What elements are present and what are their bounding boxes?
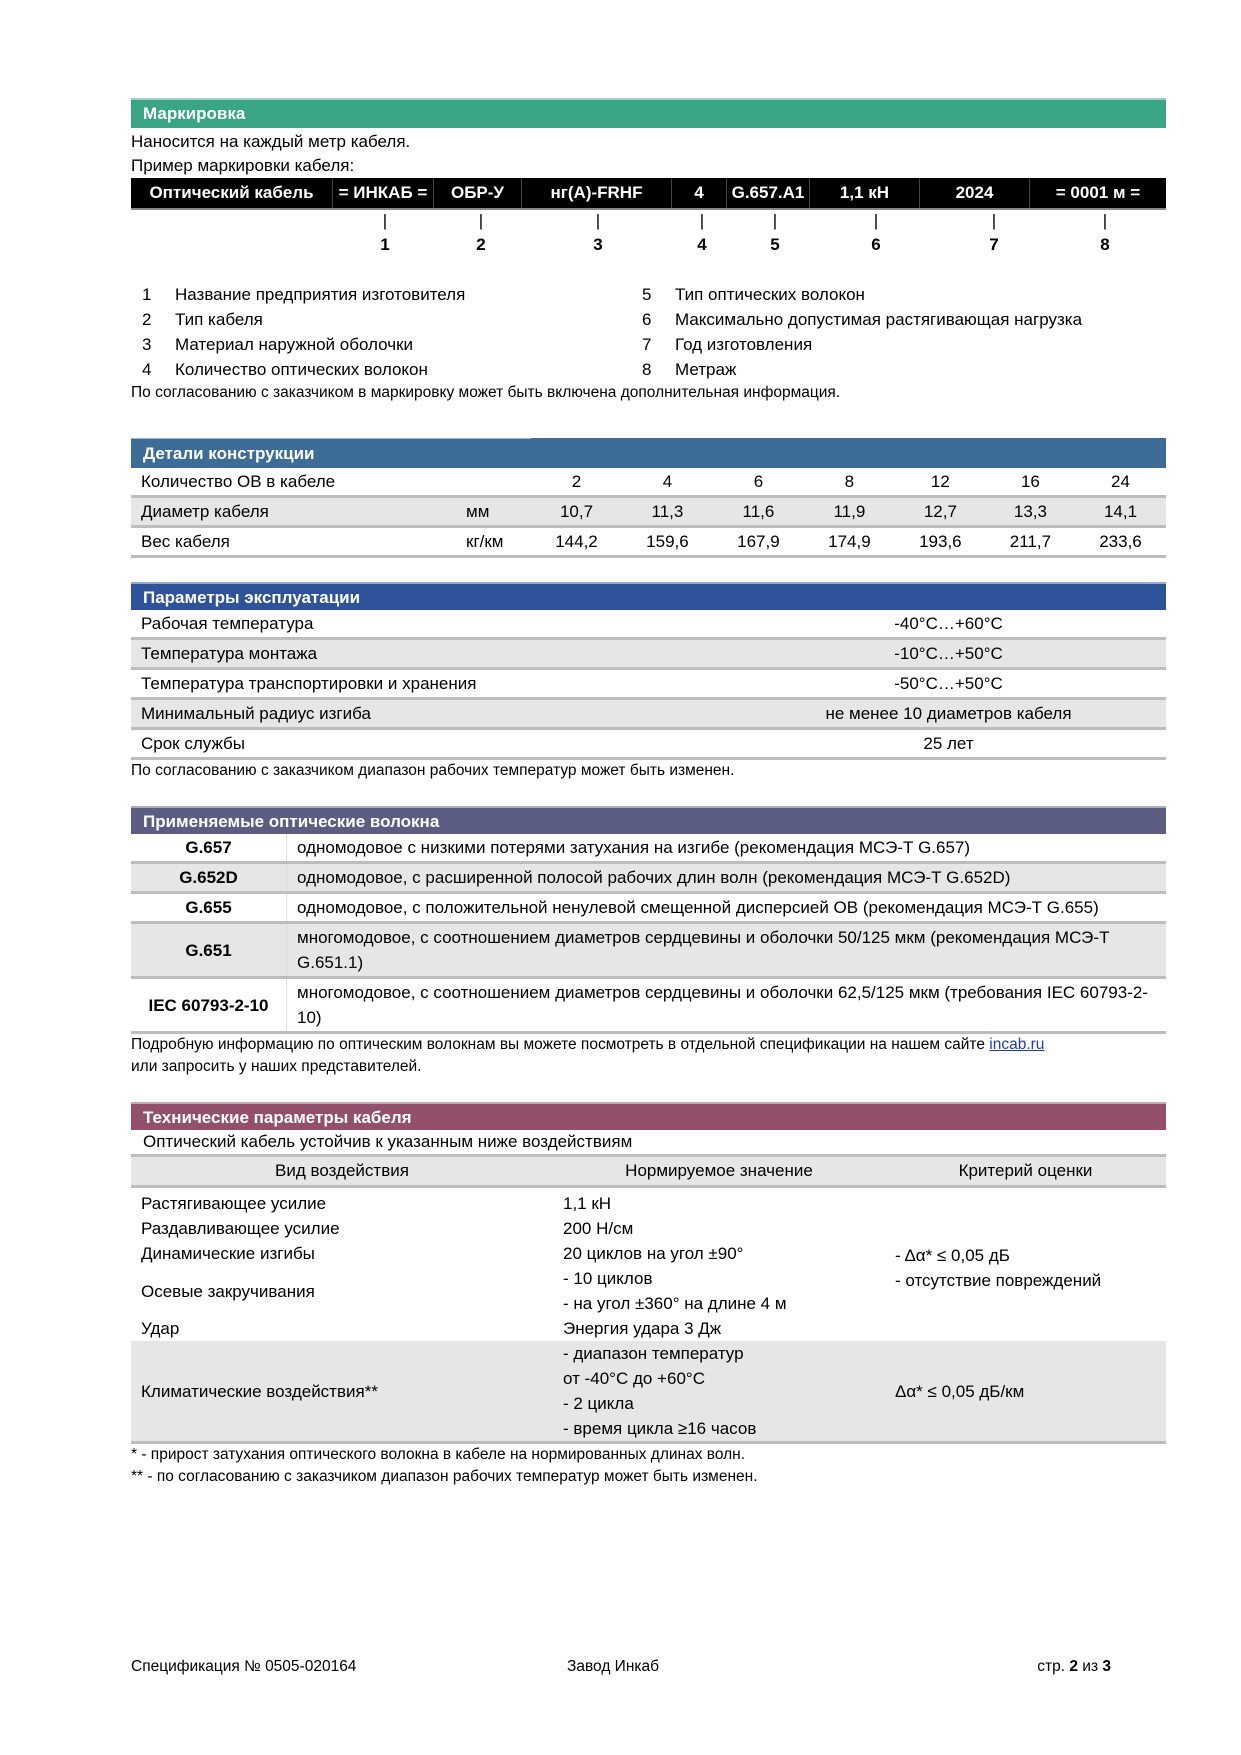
table-row: Вес кабеля кг/км 144,2 159,6 167,9 174,9 193,6 211,7 233,6 xyxy=(131,527,1166,557)
table-row: Срок службы 25 лет xyxy=(131,729,1166,759)
footnote-2: ** - по согласованию с заказчиком диапазон рабочих температур может быть изменен. xyxy=(131,1468,758,1485)
legend-item: 4 Количество оптических волокон xyxy=(142,360,428,379)
marking-pointers xyxy=(131,210,1166,260)
pointer-8: | 8 xyxy=(1100,211,1110,254)
table-row: Осевые закручивания - 10 циклов - на угол ±360° на длине 4 м xyxy=(141,1269,787,1313)
construction-table xyxy=(131,437,1166,558)
incab-link[interactable]: incab.ru xyxy=(989,1036,1045,1053)
table-row: Минимальный радиус изгиба не менее 10 диаметров кабеля xyxy=(131,699,1166,729)
table-row: Рабочая температура -40°C…+60°C xyxy=(131,610,1166,639)
marking-legend xyxy=(131,282,1166,382)
mark-part-manufacturer: = ИНКАБ = xyxy=(333,178,434,208)
legend-item: 7 Год изготовления xyxy=(642,335,813,354)
mark-part-fiber-count: 4 xyxy=(672,178,727,208)
table-row: Раздавливающее усилие 200 Н/см xyxy=(141,1219,634,1238)
operation-table xyxy=(131,610,1166,760)
pointer-1: | 1 xyxy=(380,211,390,254)
table-row: Растягивающее усилие 1,1 кН xyxy=(141,1194,612,1213)
section-header-technical: Технические параметры кабеля xyxy=(131,1102,1166,1130)
marking-example-strip xyxy=(131,178,1166,210)
legend-item: 5 Тип оптических волокон xyxy=(642,285,865,304)
mark-part-fiber-type: G.657.A1 xyxy=(727,178,810,208)
legend-item: 6 Максимально допустимая растягивающая нагрузка xyxy=(642,310,1083,329)
operation-note: По согласованию с заказчиком диапазон рабочих температур может быть изменен. xyxy=(131,762,735,779)
table-row: Климатические воздействия** - диапазон температур от -40°C до +60°C - 2 цикла - время цикла ≥16 часов Δα* ≤ 0,05 дБ/км xyxy=(131,1341,1166,1443)
section-header-marking: Маркировка xyxy=(131,98,1166,126)
mark-part-name: Оптический кабель xyxy=(131,178,333,208)
pointer-7: | 7 xyxy=(989,211,999,254)
spec-page xyxy=(131,98,1166,1488)
mark-part-load: 1,1 кН xyxy=(810,178,920,208)
mark-part-length: = 0001 м = xyxy=(1055,183,1141,202)
table-row: G.655 одномодовое, с положительной ненулевой смещенной дисперсией ОВ (рекомендация МСЭ-Т G.655) xyxy=(131,893,1166,923)
pointer-5: | 5 xyxy=(770,211,780,254)
table-row: Диаметр кабеля мм 10,7 11,3 11,6 11,9 12,7 13,3 14,1 xyxy=(131,497,1166,527)
section-header-construction: Детали конструкции xyxy=(131,438,531,468)
marking-line-2: Пример маркировки кабеля: xyxy=(131,156,355,175)
pointer-4: | 4 xyxy=(697,211,707,254)
pointer-3: | 3 xyxy=(593,211,603,254)
marking-line-1: Наносится на каждый метр кабеля. xyxy=(131,132,411,151)
mark-part-sheath: нг(A)-FRHF xyxy=(522,178,672,208)
page-footer xyxy=(131,1658,1111,1682)
section-header-fibers: Применяемые оптические волокна xyxy=(131,806,1166,834)
shared-criterion: - Δα* ≤ 0,05 дБ - отсутствие повреждений xyxy=(895,1246,1102,1290)
pointer-2: | 2 xyxy=(476,211,486,254)
legend-item: 3 Материал наружной оболочки xyxy=(142,335,414,354)
page-indicator: стр. 2 из 3 xyxy=(1037,1658,1111,1675)
spec-number: Спецификация № 0505-020164 xyxy=(131,1658,357,1675)
mark-part-type: ОБР-У xyxy=(434,178,522,208)
table-row: G.657 одномодовое с низкими потерями затухания на изгибе (рекомендация МСЭ-Т G.657) xyxy=(131,834,1166,863)
table-row: Удар Энергия удара 3 Дж xyxy=(141,1319,722,1338)
table-row: Температура монтажа -10°C…+50°C xyxy=(131,639,1166,669)
table-row: Количество ОВ в кабеле 2 4 6 8 12 16 24 xyxy=(131,468,1166,497)
footnote-1: * - прирост затухания оптического волокна в кабеле на нормированных длинах волн. xyxy=(131,1446,746,1463)
fibers-table xyxy=(131,834,1166,1034)
table-row: IEC 60793-2-10 многомодовое, с соотношением диаметров сердцевины и оболочки 62,5/125 мкм (требования IEC 60793-2-10) xyxy=(131,978,1166,1033)
table-row: Динамические изгибы 20 циклов на угол ±90° - Δα* ≤ 0,05 дБ - отсутствие повреждений xyxy=(131,1241,1166,1266)
table-row: G.651 многомодовое, с соотношением диаметров сердцевины и оболочки 50/125 мкм (рекомендация МСЭ-Т G.651.1) xyxy=(131,923,1166,978)
legend-item: 8 Метраж xyxy=(642,360,737,379)
company-name: Завод Инкаб xyxy=(567,1658,659,1675)
technical-intro: Оптический кабель устойчив к указанным ниже воздействиям xyxy=(143,1132,633,1151)
table-header-row: Вид воздействия Нормируемое значение Критерий оценки xyxy=(131,1156,1166,1187)
marking-note: По согласованию с заказчиком в маркировку может быть включена дополнительная информация. xyxy=(131,384,841,401)
legend-item: 2 Тип кабеля xyxy=(142,310,263,329)
legend-item: 1 Название предприятия изготовителя xyxy=(142,285,466,304)
technical-table xyxy=(131,1154,1166,1444)
section-header-operation: Параметры эксплуатации xyxy=(131,582,1166,610)
pointer-6: | 6 xyxy=(871,211,881,254)
table-row: Температура транспортировки и хранения -50°C…+50°C xyxy=(131,669,1166,699)
mark-part-year: 2024 xyxy=(920,178,1030,208)
fibers-note: Подробную информацию по оптическим волокнам вы можете посмотреть в отдельной спецификации на нашем сайте incab.ru или запросить у наших представителей. xyxy=(131,1036,1045,1075)
table-row: G.652D одномодовое, с расширенной полосой рабочих длин волн (рекомендация МСЭ-Т G.652D) xyxy=(131,863,1166,893)
